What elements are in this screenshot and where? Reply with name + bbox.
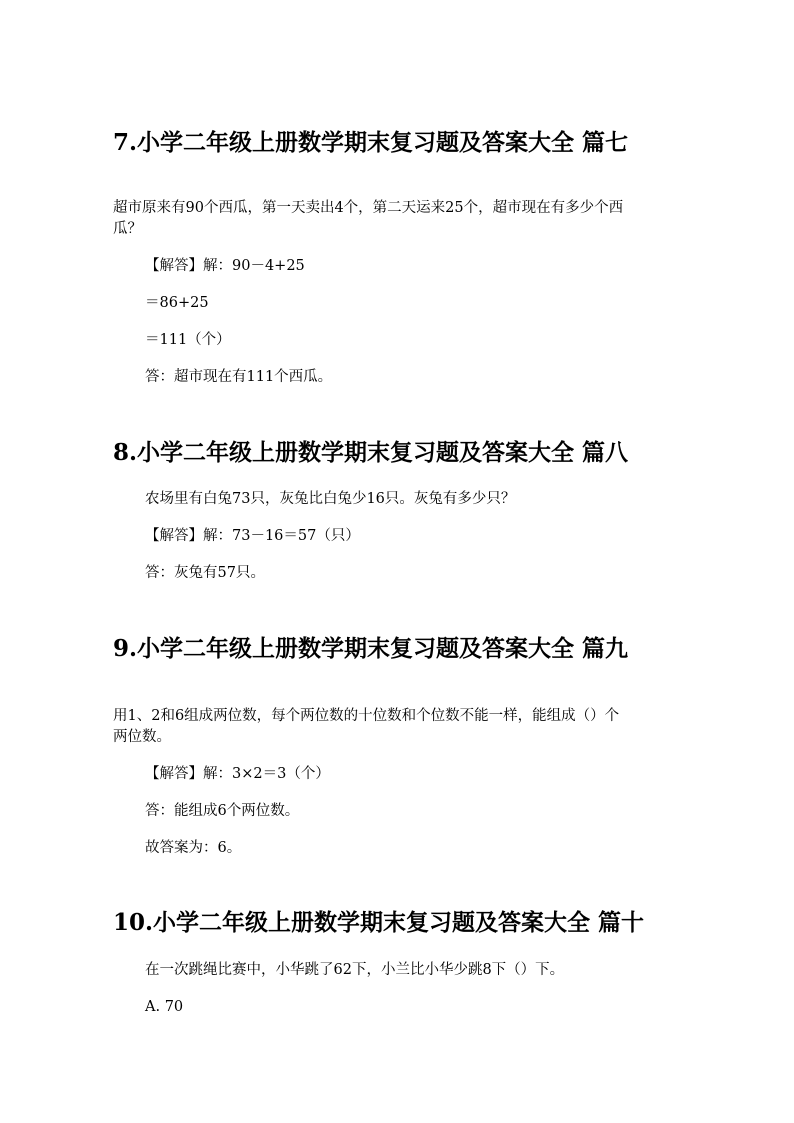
section-7-answer: 答：超市现在有111个西瓜。 — [145, 369, 333, 385]
section-9-heading: 9.小学二年级上册数学期末复习题及答案大全 篇九 — [113, 635, 629, 662]
section-8-solution-line: 【解答】解：73－16＝57（只） — [145, 528, 360, 544]
section-9-solution-line: 【解答】解：3×2＝3（个） — [145, 766, 330, 782]
section-7-question-line-1: 超市原来有90个西瓜，第一天卖出4个，第二天运来25个，超市现在有多少个西 — [113, 200, 624, 216]
section-8-question: 农场里有白兔73只，灰兔比白兔少16只。灰兔有多少只？ — [145, 491, 516, 507]
section-8-heading: 8.小学二年级上册数学期末复习题及答案大全 篇八 — [113, 439, 629, 466]
section-7-heading: 7.小学二年级上册数学期末复习题及答案大全 篇七 — [113, 129, 629, 156]
section-9-question-line-1: 用1、2和6组成两位数，每个两位数的十位数和个位数不能一样，能组成（）个 — [113, 708, 620, 724]
section-7-calc-step-2: ＝111（个） — [145, 332, 231, 348]
section-7-question-line-2: 瓜？ — [113, 221, 142, 237]
section-9-answer: 答：能组成6个两位数。 — [145, 803, 300, 819]
section-8-answer: 答：灰兔有57只。 — [145, 565, 265, 581]
section-9-question-line-2: 两位数。 — [113, 729, 171, 745]
section-7-solution-line: 【解答】解：90－4+25 — [145, 258, 305, 274]
section-7-calc-step-1: ＝86+25 — [145, 295, 209, 311]
section-10-option-a: A. 70 — [145, 999, 184, 1015]
section-10-question: 在一次跳绳比赛中，小华跳了62下，小兰比小华少跳8下（）下。 — [145, 962, 565, 978]
section-10-heading: 10.小学二年级上册数学期末复习题及答案大全 篇十 — [113, 909, 645, 936]
section-9-conclusion: 故答案为：6。 — [145, 840, 242, 856]
